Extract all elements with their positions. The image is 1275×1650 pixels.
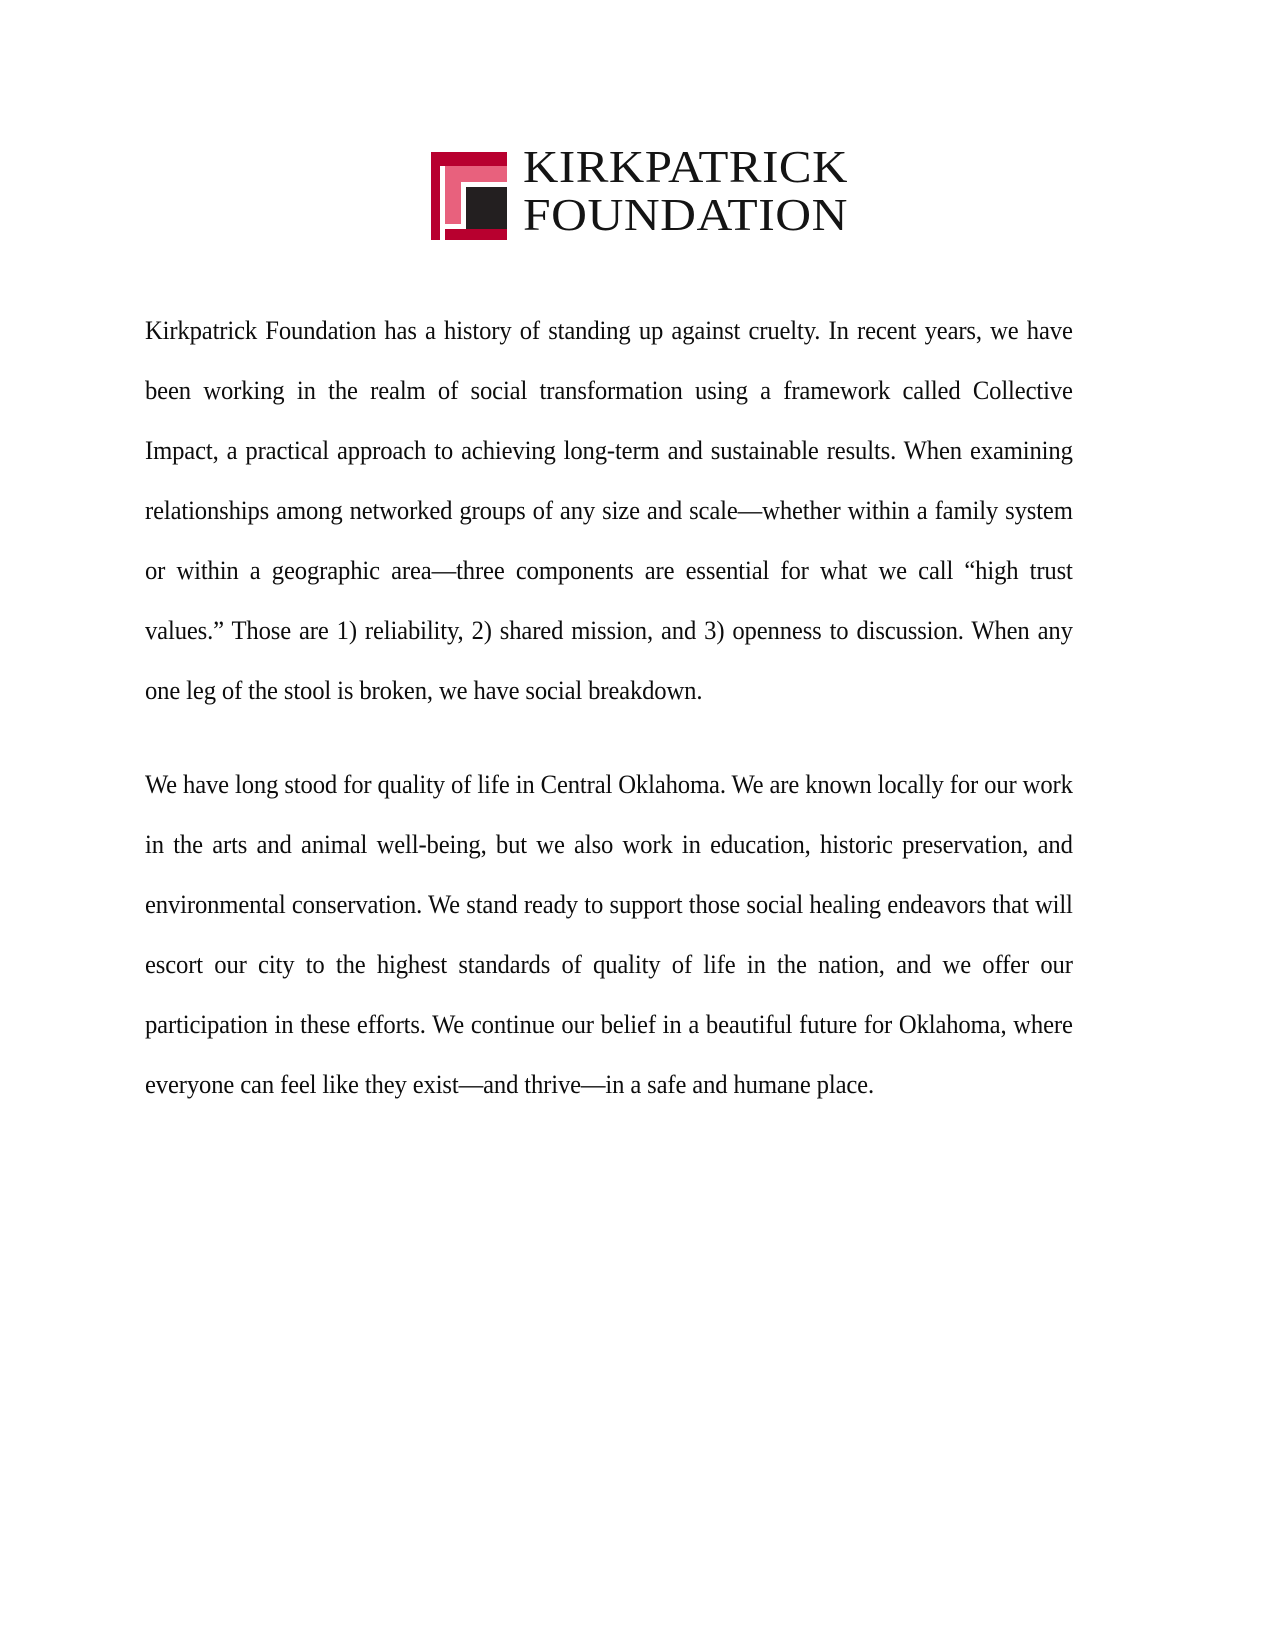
logo-inner-square [466,187,507,229]
wordmark-line-kirkpatrick: KIRKPATRICK [522,141,848,192]
kirkpatrick-foundation-logo [423,140,853,240]
logo-left-rule [423,156,431,240]
wordmark-line-foundation: FOUNDATION [522,189,848,240]
letter-body [145,300,1073,1114]
body-paragraph-1: Kirkpatrick Foundation has a history of standing up against cruelty. In recent years, we have been working in the realm of social transformation using a framework called Collective Impact, a practical approach to achieving long-term and sustainable results. When examining relationships among networked groups of any size and scale—whether within a family system or within a geographic area—three components are essential for what we call “high trust values.” Those are 1) reliability, 2) shared mission, and 3) openness to discussion. When any one leg of the stool is broken, we have social breakdown. [145,315,1073,705]
logo-wordmark [523,140,853,240]
body-paragraph-2: We have long stood for quality of life in Central Oklahoma. We are known locally for our work in the arts and animal well-being, but we also work in education, historic preservation, and environmental conservation. We stand ready to support those social healing endeavors that will escort our city to the highest standards of quality of life in the nation, and we offer our participation in these efforts. We continue our belief in a beautiful future for Oklahoma, where everyone can feel like they exist—and thrive—in a safe and humane place. [145,769,1073,1099]
nested-square-logo-icon [423,152,507,240]
letterhead [0,140,1275,240]
